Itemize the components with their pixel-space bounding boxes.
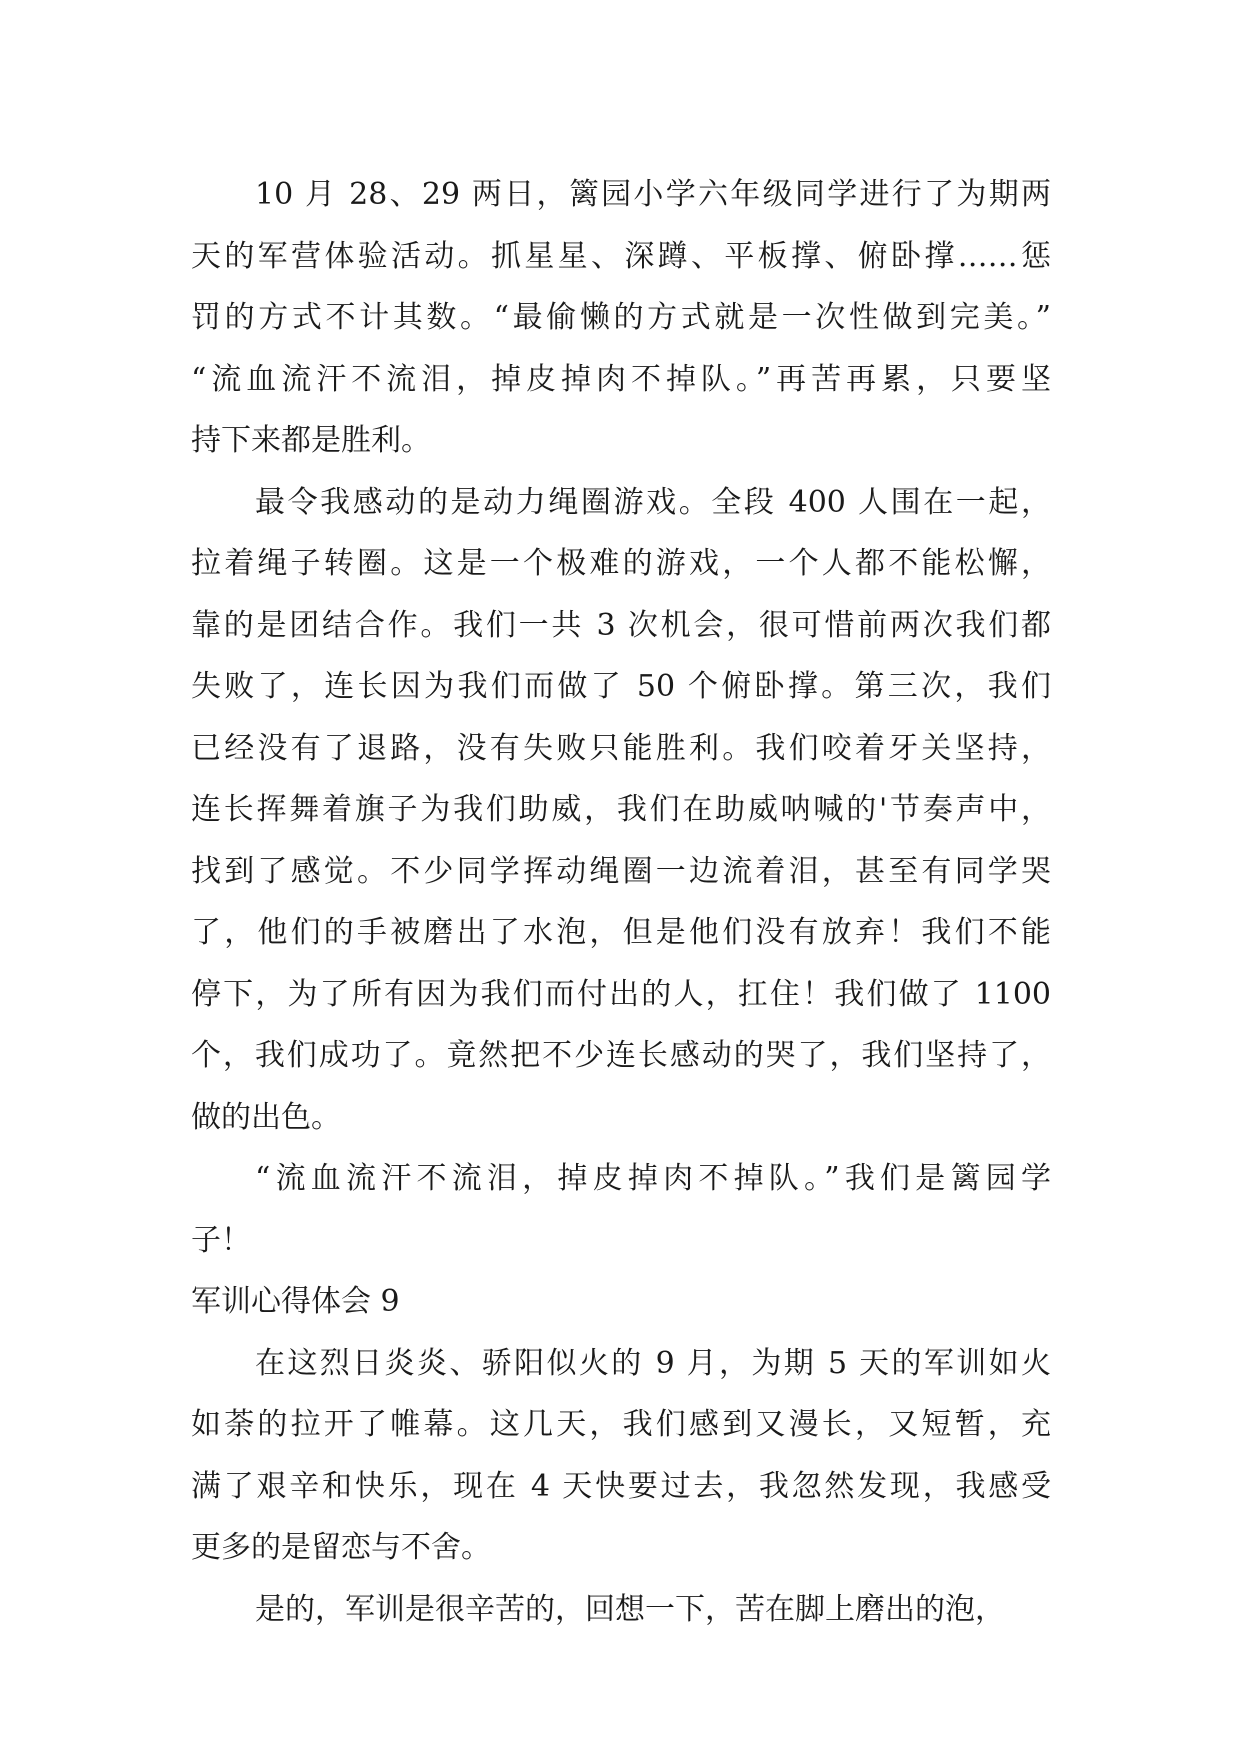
paragraph-2-line-3: 靠的是团结合作。我们一共 3 次机会，很可惜前两次我们都	[191, 607, 1051, 643]
paragraph-5-line-1: 是的，军训是很辛苦的，回想一下，苦在脚上磨出的泡，	[255, 1591, 1005, 1627]
paragraph-4-line-3: 满了艰辛和快乐，现在 4 天快要过去，我忽然发现，我感受	[191, 1468, 1051, 1504]
paragraph-2-line-4: 失败了，连长因为我们而做了 50 个俯卧撑。第三次，我们	[191, 669, 1051, 704]
section-heading: 军训心得体会 9	[191, 1284, 400, 1319]
paragraph-3-line-2: 子！	[191, 1222, 251, 1258]
paragraph-2-line-1: 最令我感动的是动力绳圈游戏。全段 400 人围在一起，	[255, 484, 1051, 520]
paragraph-1-line-3: 罚的方式不计其数。“最偷懒的方式就是一次性做到完美。”	[191, 300, 1051, 335]
paragraph-2-line-11: 做的出色。	[191, 1099, 341, 1135]
paragraph-2-line-10: 个，我们成功了。竟然把不少连长感动的哭了，我们坚持了，	[191, 1038, 1051, 1073]
paragraph-4-line-2: 如荼的拉开了帷幕。这几天，我们感到又漫长，又短暂，充	[191, 1407, 1051, 1442]
document-body	[191, 164, 1051, 1640]
paragraph-1-line-5: 持下来都是胜利。	[191, 423, 431, 458]
paragraph-2-line-7: 找到了感觉。不少同学挥动绳圈一边流着泪，甚至有同学哭	[191, 853, 1051, 889]
paragraph-2-line-6: 连长挥舞着旗子为我们助威，我们在助威呐喊的'节奏声中，	[191, 792, 1051, 827]
paragraph-1-line-1: 10 月 28、29 两日，篱园小学六年级同学进行了为期两	[255, 177, 1051, 212]
paragraph-4-line-4: 更多的是留恋与不舍。	[191, 1530, 491, 1565]
paragraph-2-line-9: 停下，为了所有因为我们而付出的人，扛住！我们做了 1100	[191, 976, 1051, 1012]
paragraph-2-line-5: 已经没有了退路，没有失败只能胜利。我们咬着牙关坚持，	[191, 730, 1051, 766]
paragraph-2-line-8: 了，他们的手被磨出了水泡，但是他们没有放弃！我们不能	[191, 915, 1051, 950]
paragraph-1-line-4: “流血流汗不流泪，掉皮掉肉不掉队。”再苦再累，只要坚	[191, 361, 1051, 397]
paragraph-2-line-2: 拉着绳子转圈。这是一个极难的游戏，一个人都不能松懈，	[191, 546, 1051, 581]
paragraph-1-line-2: 天的军营体验活动。抓星星、深蹲、平板撑、俯卧撑……惩	[191, 238, 1051, 274]
paragraph-4-line-1: 在这烈日炎炎、骄阳似火的 9 月，为期 5 天的军训如火	[255, 1345, 1051, 1381]
paragraph-3-line-1: “流血流汗不流泪，掉皮掉肉不掉队。”我们是篱园学	[255, 1161, 1051, 1196]
